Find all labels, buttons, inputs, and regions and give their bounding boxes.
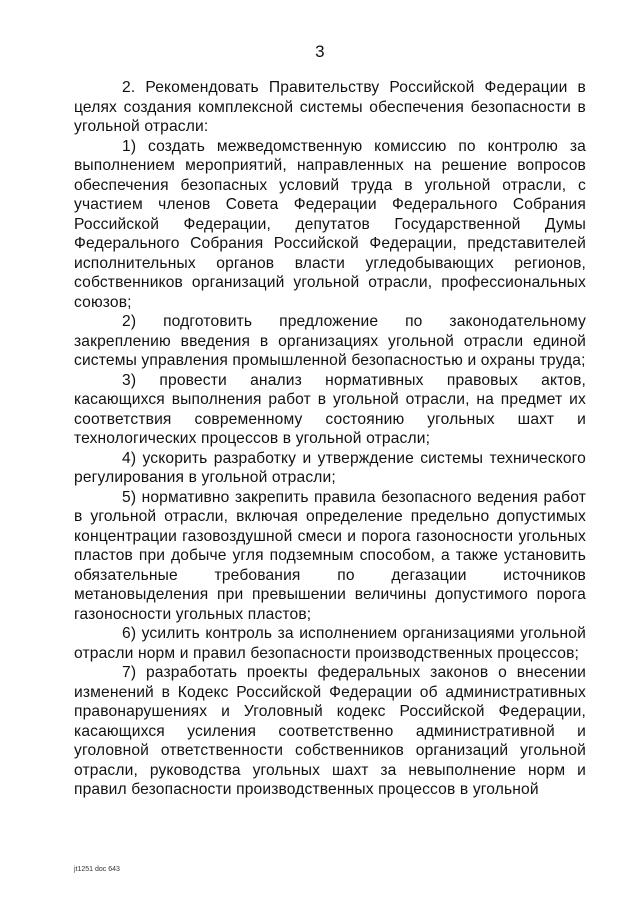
paragraph-item-7: 7) разработать проекты федеральных законов о внесении изменений в Кодекс Российской Федерации об административных правонарушениях и Уголовный кодекс Российской Федерации, касающихся усиления соответственно административной и уголовной ответственности собственников организаций угольной отрасли, руководства угольных шахт за невыполнение норм и правил безопасности производственных процессов в угольной [74, 664, 586, 798]
page-number: 3 [315, 42, 325, 61]
paragraph-item-3: 3) провести анализ нормативных правовых актов, касающихся выполнения работ в угольной отрасли, на предмет их соответствия современному состоянию угольных шахт и технологических процессов в угольной отрасли; [74, 371, 586, 447]
file-reference-footer: jt1251 doc 643 [74, 866, 120, 873]
paragraph-item-2: 2) подготовить предложение по законодательному закреплению введения в организациях угольной отрасли единой системы управления промышленной безопасностью и охраны труда; [74, 313, 586, 369]
paragraph-item-4: 4) ускорить разработку и утверждение системы технического регулирования в угольной отрасли; [74, 449, 586, 486]
document-body [74, 78, 586, 800]
paragraph-item-1: 1) создать межведомственную комиссию по контролю за выполнением мероприятий, направленных на решение вопросов обеспечения безопасных условий труда в угольной отрасли, с участием членов Совета Федерации Федерального Собрания Российской Федерации, депутатов Государственной Думы Федерального Собрания Российской Федерации, представителей исполнительных органов власти угледобывающих регионов, собственников организаций угольной отрасли, профессиональных союзов; [74, 137, 586, 311]
paragraph-item-5: 5) нормативно закрепить правила безопасного ведения работ в угольной отрасли, включая определение предельно допустимых концентрации газовоздушной смеси и порога газоносности угольных пластов при добыче угля подземным способом, а также установить обязательные требования по дегазации источников метановыделения при превышении величины допустимого порога газоносности угольных пластов; [74, 488, 586, 623]
paragraph-item-6: 6) усилить контроль за исполнением организациями угольной отрасли норм и правил безопасности производственных процессов; [74, 625, 586, 662]
paragraph-recommendation: 2. Рекомендовать Правительству Российской Федерации в целях создания комплексной системы обеспечения безопасности в угольной отрасли: [74, 79, 586, 135]
